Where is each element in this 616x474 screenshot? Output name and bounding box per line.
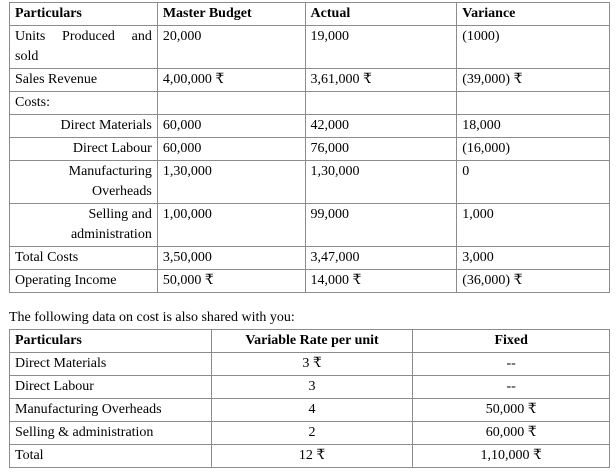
dl-master: 60,000 — [157, 138, 305, 161]
total-master: 3,50,000 — [157, 247, 305, 270]
header-actual: Actual — [305, 3, 457, 26]
header-particulars: Particulars — [10, 3, 158, 26]
dl-label: Direct Labour — [10, 138, 158, 161]
total-costs-row — [10, 247, 610, 270]
units-row — [10, 26, 610, 69]
mo-label-line1: Manufacturing — [68, 164, 152, 179]
sa-actual: 99,000 — [305, 204, 457, 247]
cost-fixed: -- — [413, 353, 610, 376]
cost-variable: 3 — [211, 376, 413, 399]
cost-variable: 12 ₹ — [211, 445, 413, 468]
direct-labour-row — [10, 138, 610, 161]
mo-label-line2: Overheads — [91, 184, 152, 199]
cost-header-fixed: Fixed — [413, 330, 610, 353]
oi-master: 50,000 ₹ — [157, 270, 305, 293]
units-actual: 19,000 — [305, 26, 457, 69]
costs-label: Costs: — [10, 92, 158, 115]
total-variance: 3,000 — [457, 247, 610, 270]
mo-master: 1,30,000 — [157, 161, 305, 204]
cost-particular: Selling & administration — [10, 422, 212, 445]
mo-variance: 0 — [457, 161, 610, 204]
cost-variable: 3 ₹ — [211, 353, 413, 376]
sa-variance: 1,000 — [457, 204, 610, 247]
table-row — [10, 399, 610, 422]
cost-particular: Direct Materials — [10, 353, 212, 376]
costs-heading-row — [10, 92, 610, 115]
table-row — [10, 445, 610, 468]
total-label: Total Costs — [10, 247, 158, 270]
cost-header-row — [10, 330, 610, 353]
sales-label: Sales Revenue — [10, 69, 158, 92]
dl-variance: (16,000) — [457, 138, 610, 161]
dm-label: Direct Materials — [10, 115, 158, 138]
cost-fixed: 50,000 ₹ — [413, 399, 610, 422]
units-label — [10, 26, 158, 69]
units-label-line2: sold — [15, 49, 39, 64]
budget-variance-table — [9, 2, 610, 293]
cost-variable: 4 — [211, 399, 413, 422]
dm-variance: 18,000 — [457, 115, 610, 138]
sales-variance: (39,000) ₹ — [457, 69, 610, 92]
sa-label — [10, 204, 158, 247]
total-actual: 3,47,000 — [305, 247, 457, 270]
cost-particular: Direct Labour — [10, 376, 212, 399]
units-variance: (1000) — [457, 26, 610, 69]
dm-master: 60,000 — [157, 115, 305, 138]
manufacturing-overheads-row — [10, 161, 610, 204]
table-row — [10, 376, 610, 399]
header-row — [10, 3, 610, 26]
units-label-line1: Units Produced and — [15, 29, 152, 44]
sales-master: 4,00,000 ₹ — [157, 69, 305, 92]
header-variance: Variance — [457, 3, 610, 26]
cost-particular: Total — [10, 445, 212, 468]
cost-fixed: 1,10,000 ₹ — [413, 445, 610, 468]
dm-actual: 42,000 — [305, 115, 457, 138]
sa-master: 1,00,000 — [157, 204, 305, 247]
sa-label-line2: administration — [70, 227, 152, 242]
selling-admin-row — [10, 204, 610, 247]
cost-data-table — [9, 329, 610, 468]
sales-actual: 3,61,000 ₹ — [305, 69, 457, 92]
mo-actual: 1,30,000 — [305, 161, 457, 204]
cost-fixed: 60,000 ₹ — [413, 422, 610, 445]
oi-label: Operating Income — [10, 270, 158, 293]
table-row — [10, 353, 610, 376]
cost-data-note: The following data on cost is also shared with you: — [9, 310, 295, 325]
cost-variable: 2 — [211, 422, 413, 445]
sa-label-line1: Selling and — [88, 207, 152, 222]
oi-variance: (36,000) ₹ — [457, 270, 610, 293]
cost-fixed: -- — [413, 376, 610, 399]
oi-actual: 14,000 ₹ — [305, 270, 457, 293]
cost-particular: Manufacturing Overheads — [10, 399, 212, 422]
operating-income-row — [10, 270, 610, 293]
mo-label — [10, 161, 158, 204]
sales-row — [10, 69, 610, 92]
cost-header-variable: Variable Rate per unit — [211, 330, 413, 353]
direct-materials-row — [10, 115, 610, 138]
header-master-budget: Master Budget — [157, 3, 305, 26]
dl-actual: 76,000 — [305, 138, 457, 161]
cost-header-particulars: Particulars — [10, 330, 212, 353]
units-master: 20,000 — [157, 26, 305, 69]
table-row — [10, 422, 610, 445]
